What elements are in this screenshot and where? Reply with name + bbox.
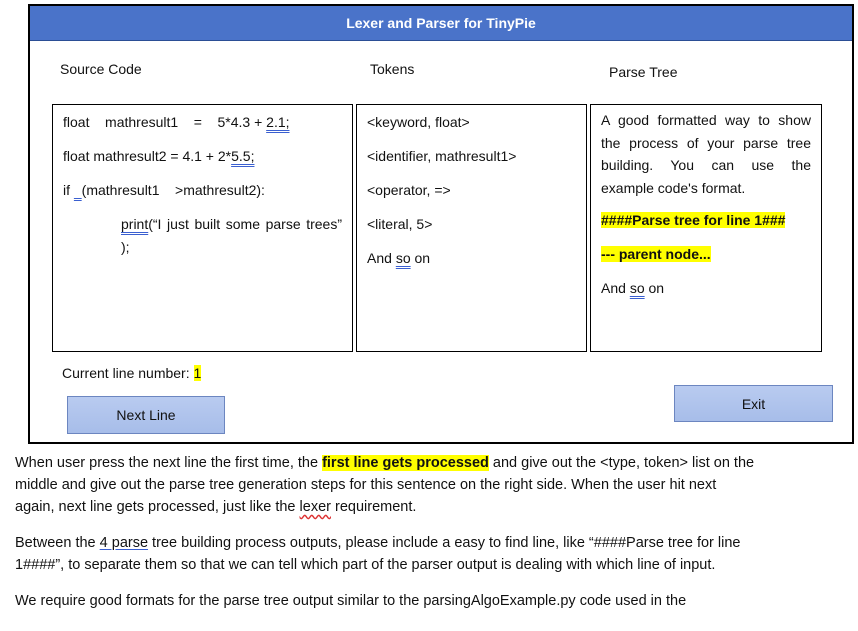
source-line-3-comparison: >mathresult2):	[175, 182, 265, 198]
parse-tree-on-text: on	[644, 280, 665, 296]
description-lexer-word: lexer	[299, 499, 331, 515]
requirements-description	[15, 452, 757, 626]
source-line-3-space	[74, 182, 82, 198]
parse-tree-and-text: And	[601, 280, 630, 296]
parse-tree-panel[interactable]	[590, 104, 822, 352]
source-line-4-print: print	[121, 216, 149, 232]
token-so-text: so	[395, 250, 411, 266]
source-line-3	[63, 179, 342, 201]
tokens-panel[interactable]	[356, 104, 587, 352]
source-line-1-number: 2.1;	[266, 114, 290, 130]
description-text: requirement.	[330, 499, 417, 515]
app-window	[28, 4, 854, 444]
window-title: Lexer and Parser for TinyPie	[30, 6, 852, 41]
parse-tree-header: Parse Tree	[609, 64, 678, 80]
token-item: <identifier, mathresult1>	[367, 148, 517, 164]
token-on-text: on	[410, 250, 431, 266]
parse-tree-line-marker	[601, 209, 811, 231]
source-line-2	[63, 145, 342, 167]
exit-button[interactable]: Exit	[674, 385, 833, 422]
source-line-3-keyword: if	[63, 182, 70, 198]
parse-tree-description: A good formatted way to show the process of your parse tree building. You can use the example code's format.	[601, 112, 811, 196]
parse-tree-parent-node	[601, 243, 811, 265]
parse-tree-so-text: so	[629, 280, 645, 296]
source-code-panel[interactable]	[52, 104, 353, 352]
description-highlight: first line gets processed	[322, 455, 489, 471]
source-line-1-keyword: float	[63, 114, 90, 130]
source-line-2-text: float mathresult2 = 4.1 + 2*	[63, 148, 232, 164]
description-paragraph-1	[15, 452, 757, 518]
token-and-text: And	[367, 250, 396, 266]
source-line-3-condition: (mathresult1	[81, 182, 160, 198]
parse-tree-line-1-label: ####Parse tree for line 1###	[601, 212, 786, 228]
source-line-1-identifier: mathresult1	[105, 114, 179, 130]
token-item: <operator, =>	[367, 182, 451, 198]
source-code-header: Source Code	[60, 61, 142, 77]
parse-tree-parent-label: --- parent node...	[601, 246, 711, 262]
tokens-header: Tokens	[370, 61, 415, 77]
description-text: When user press the next line the first time, the	[15, 455, 323, 471]
description-text: and give out the <type, token> list on the middle and give out the parse tree generation steps for this sentence on the right side. When the user hit next again, next line gets processed, just like the	[15, 455, 755, 515]
source-line-1-expression: 5*4.3 +	[217, 114, 267, 130]
parse-tree-and-so-on	[601, 277, 811, 299]
source-line-1-operator: =	[193, 114, 202, 130]
description-text: Between the	[15, 535, 100, 551]
source-line-2-number: 5.5;	[231, 148, 255, 164]
current-line-status	[62, 365, 201, 381]
description-text: tree building process outputs, please include a easy to find line, like “####Parse tree for line 1####”, to separate them so that we can tell which part of the parser output is dealing with which line of input.	[15, 535, 741, 573]
current-line-label: Current line number:	[62, 365, 194, 381]
description-paragraph-3: We require good formats for the parse tree output similar to the parsingAlgoExample.py code used in the	[15, 593, 687, 609]
next-line-button[interactable]: Next Line	[67, 396, 225, 434]
source-line-4	[63, 213, 342, 258]
description-paragraph-2	[15, 532, 757, 576]
source-line-4-text: (“I just built some parse trees” );	[121, 216, 342, 255]
token-item: <literal, 5>	[367, 216, 433, 232]
token-and-so-on	[367, 247, 576, 269]
token-item: <keyword, float>	[367, 114, 470, 130]
current-line-value: 1	[193, 365, 202, 381]
description-underlined-text: 4 parse	[99, 535, 149, 551]
source-line-1	[63, 111, 342, 133]
